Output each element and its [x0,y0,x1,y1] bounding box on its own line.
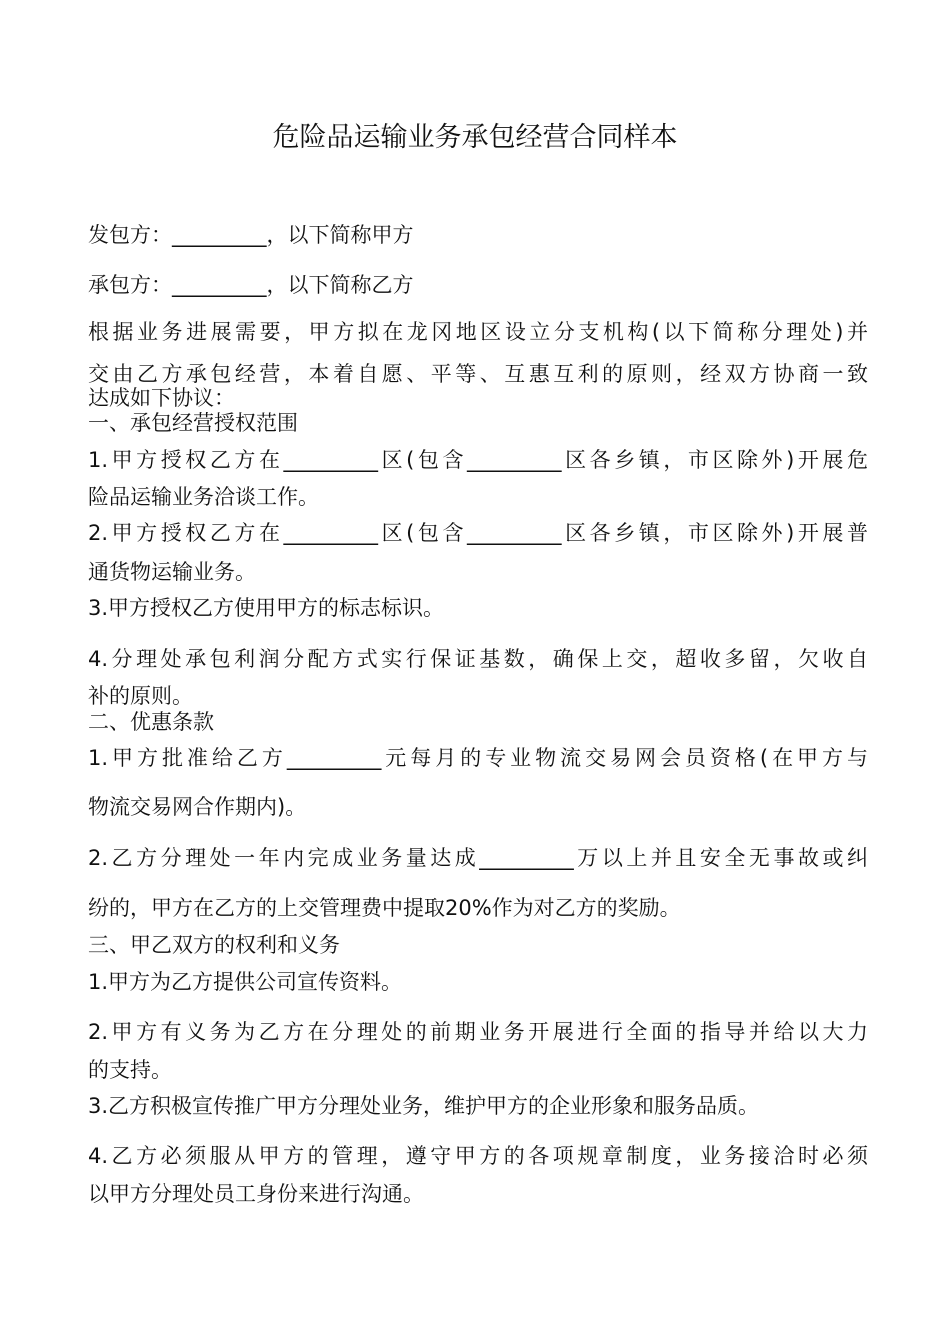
clause-3-2-line-1: 2.甲方有义务为乙方在分理处的前期业务开展进行全面的指导并给以大力 [88,1020,868,1044]
clause-1-1-line-1: 1.甲方授权乙方在_________区(包含_________区各乡镇，市区除外)开展危 [88,448,868,472]
clause-3-4-line-2: 以甲方分理处员工身份来进行沟通。 [88,1182,424,1206]
clause-3-3: 3.乙方积极宣传推广甲方分理处业务，维护甲方的企业形象和服务品质。 [88,1094,760,1118]
clause-3-2-line-2: 的支持。 [88,1058,172,1082]
clause-1-1-line-2: 险品运输业务洽谈工作。 [88,485,319,509]
section-3-heading: 三、甲乙双方的权利和义务 [88,933,340,957]
clause-1-2-line-2: 通货物运输业务。 [88,560,256,584]
clause-1-4-line-2: 补的原则。 [88,684,193,708]
preamble-line-2: 交由乙方承包经营，本着自愿、平等、互惠互利的原则，经双方协商一致 [88,362,868,386]
party-b-line: 承包方：_________，以下简称乙方 [88,273,414,297]
clause-2-2-line-2: 纷的，甲方在乙方的上交管理费中提取20%作为对乙方的奖励。 [88,896,681,920]
clause-2-1-line-1: 1.甲方批准给乙方_________元每月的专业物流交易网会员资格(在甲方与 [88,746,868,770]
clause-1-4-line-1: 4.分理处承包利润分配方式实行保证基数，确保上交，超收多留，欠收自 [88,647,868,671]
section-1-heading: 一、承包经营授权范围 [88,411,298,435]
preamble-line-1: 根据业务进展需要，甲方拟在龙冈地区设立分支机构(以下简称分理处)并 [88,320,868,344]
clause-1-2-line-1: 2.甲方授权乙方在_________区(包含_________区各乡镇，市区除外)开展普 [88,521,868,545]
clause-3-1: 1.甲方为乙方提供公司宣传资料。 [88,970,403,994]
clause-2-1-line-2: 物流交易网合作期内)。 [88,795,307,819]
party-a-line: 发包方：_________，以下简称甲方 [88,223,414,247]
clause-3-4-line-1: 4.乙方必须服从甲方的管理，遵守甲方的各项规章制度，业务接洽时必须 [88,1144,868,1168]
clause-2-2-line-1: 2.乙方分理处一年内完成业务量达成_________万以上并且安全无事故或纠 [88,846,868,870]
clause-1-3: 3.甲方授权乙方使用甲方的标志标识。 [88,596,445,620]
section-2-heading: 二、优惠条款 [88,710,214,734]
preamble-line-3: 达成如下协议： [88,386,235,410]
document-title: 危险品运输业务承包经营合同样本 [272,122,678,153]
